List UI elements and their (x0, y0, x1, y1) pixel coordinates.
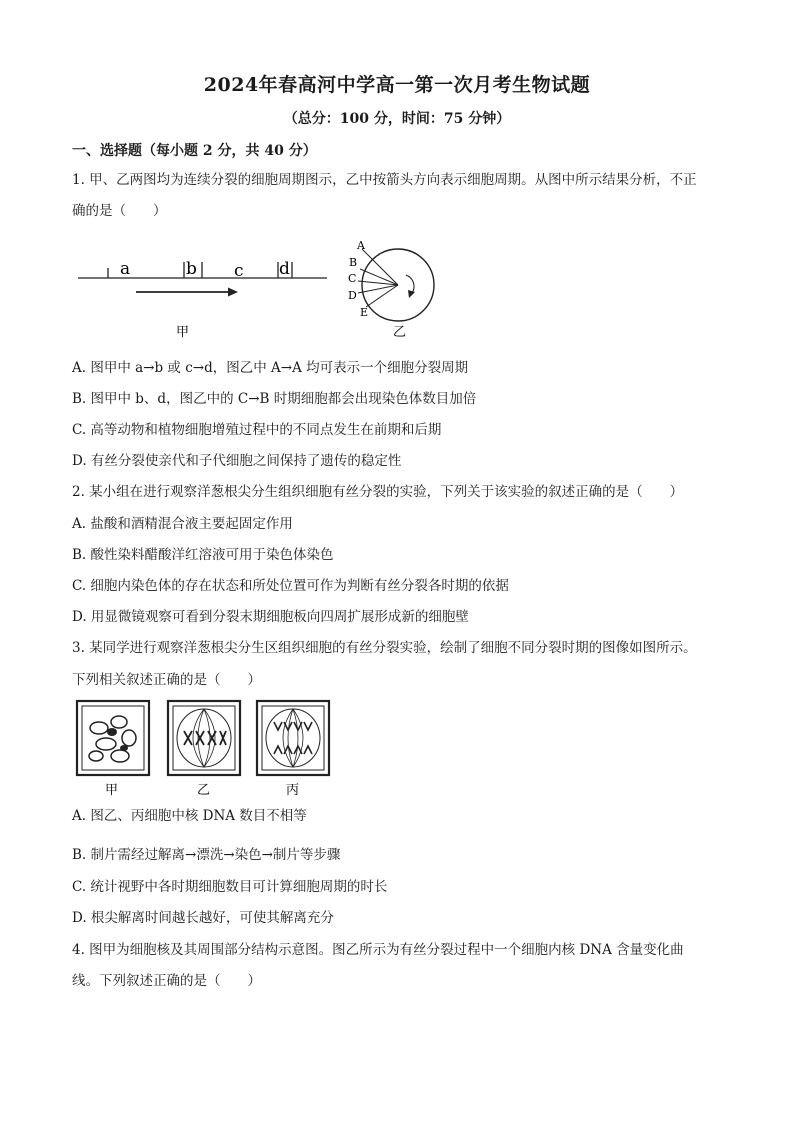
q1-figure-yi (340, 235, 450, 343)
section-heading: 一、选择题（每小题 2 分，共 40 分） (72, 143, 317, 159)
arrow-head-icon (408, 290, 415, 298)
q3-option-c: C. 统计视野中各时期细胞数目可计算细胞周期的时长 (72, 879, 388, 895)
q3-stem-line2: 下列相关叙述正确的是（ ） (72, 672, 261, 688)
q3-figure (74, 698, 336, 800)
jia-label-d: d (279, 259, 290, 279)
jia-caption: 甲 (176, 325, 190, 340)
cell-caption-yi: 乙 (197, 783, 211, 798)
yi-label-D: D (348, 289, 357, 302)
cell-yi (168, 701, 240, 775)
q3-option-b: B. 制片需经过解离→漂洗→染色→制片等步骤 (72, 847, 341, 863)
yi-caption: 乙 (393, 325, 407, 340)
jia-label-c: c (234, 261, 244, 281)
q1-option-b: B. 图甲中 b、d，图乙中的 C→B 时期细胞都会出现染色体数目加倍 (72, 391, 477, 407)
q4-stem-line2: 线。下列叙述正确的是（ ） (72, 973, 261, 989)
cell-bing (257, 701, 329, 775)
q1-stem-line2: 确的是（ ） (72, 203, 167, 219)
q4-stem-line1: 4. 图甲为细胞核及其周围部分结构示意图。图乙所示为有丝分裂过程中一个细胞内核 DNA 含量变化曲 (72, 942, 684, 958)
q1-option-d: D. 有丝分裂使亲代和子代细胞之间保持了遗传的稳定性 (72, 453, 402, 469)
q2-stem: 2. 某小组在进行观察洋葱根尖分生组织细胞有丝分裂的实验，下列关于该实验的叙述正确的是（ ） (72, 484, 684, 500)
cell-caption-bing: 丙 (286, 783, 300, 798)
exam-info: （总分：100 分，时间：75 分钟） (283, 111, 511, 127)
cell-jia (77, 701, 149, 775)
page-title: 2024年春高河中学高一第一次月考生物试题 (203, 74, 591, 96)
q1-stem-line1: 1. 甲、乙两图均为连续分裂的细胞周期图示，乙中按箭头方向表示细胞周期。从图中所示结果分析，不正 (72, 172, 697, 188)
q1-option-c: C. 高等动物和植物细胞增殖过程中的不同点发生在前期和后期 (72, 422, 442, 438)
cell-caption-jia: 甲 (105, 783, 119, 798)
jia-label-a: a (120, 259, 131, 279)
q2-option-b: B. 酸性染料醋酸洋红溶液可用于染色体染色 (72, 547, 334, 563)
yi-label-B: B (349, 256, 358, 269)
q1-option-a: A. 图甲中 a→b 或 c→d，图乙中 A→A 均可表示一个细胞分裂周期 (72, 360, 469, 376)
q3-option-d: D. 根尖解离时间越长越好，可使其解离充分 (72, 910, 334, 926)
q2-option-a: A. 盐酸和酒精混合液主要起固定作用 (72, 516, 293, 532)
q2-option-d: D. 用显微镜观察可看到分裂末期细胞板向四周扩展形成新的细胞壁 (72, 609, 469, 625)
arrow-head-icon (228, 288, 238, 297)
yi-label-E: E (360, 306, 369, 319)
yi-label-A: A (357, 239, 365, 252)
q3-stem-line1: 3. 某同学进行观察洋葱根尖分生区组织细胞的有丝分裂实验，绘制了细胞不同分裂时期的图像如图所示。 (72, 640, 697, 656)
yi-direction-arrow (406, 275, 414, 293)
q2-option-c: C. 细胞内染色体的存在状态和所处位置可作为判断有丝分裂各时期的依据 (72, 578, 509, 594)
yi-label-C: C (348, 272, 357, 285)
q1-figure-jia (72, 250, 332, 345)
jia-label-b: b (186, 259, 197, 279)
q3-option-a: A. 图乙、丙细胞中核 DNA 数目不相等 (72, 808, 307, 824)
